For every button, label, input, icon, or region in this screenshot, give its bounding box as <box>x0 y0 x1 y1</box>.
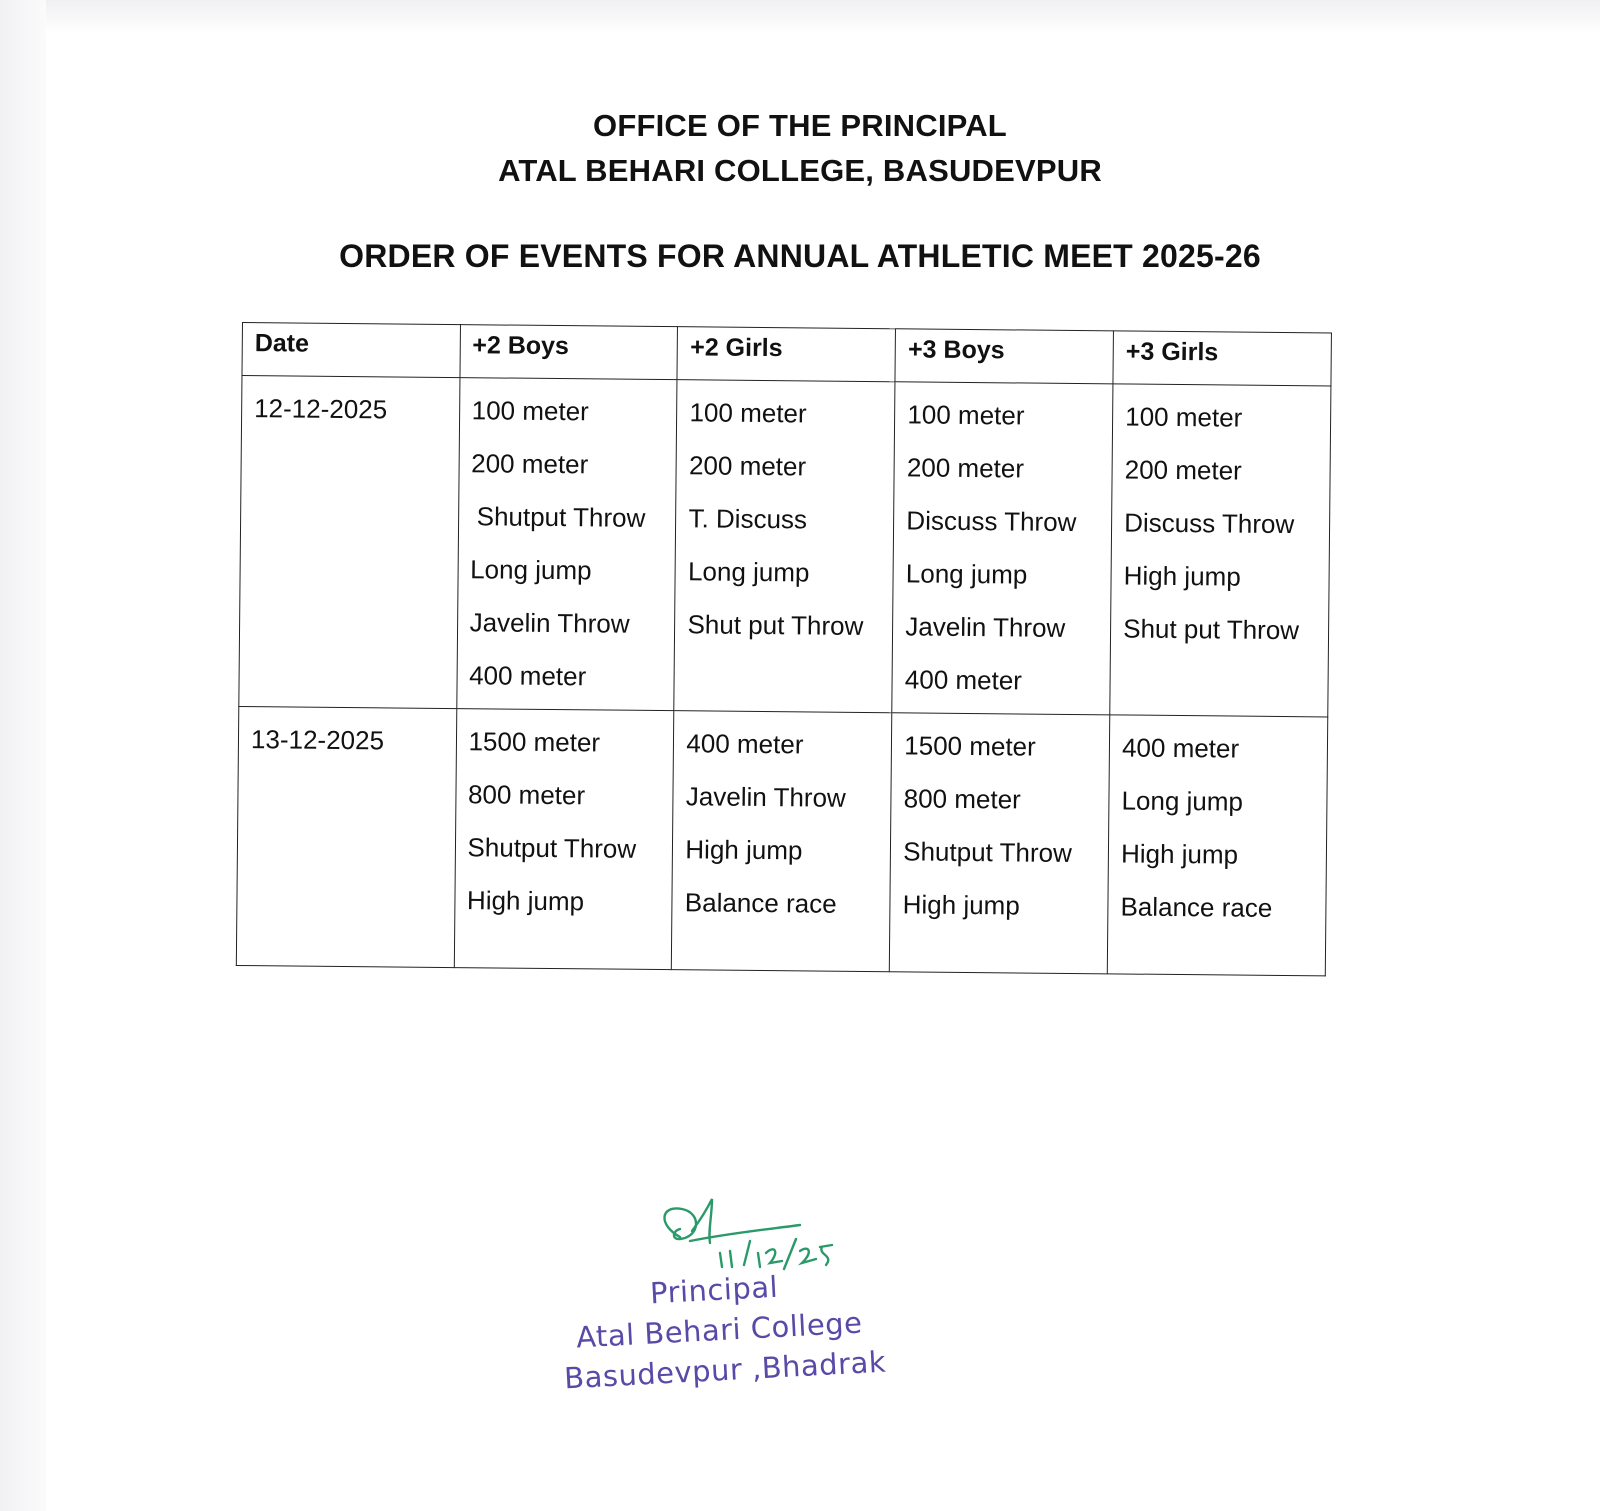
event-item: 400 meter <box>1121 732 1240 764</box>
event-item: T. Discuss <box>688 503 808 535</box>
event-item: Shut put Throw <box>687 609 864 641</box>
events-cell-plus3-girls <box>1110 384 1331 717</box>
event-item: 800 meter <box>467 779 586 811</box>
event-item: Javelin Throw <box>685 781 846 813</box>
column-header-date: Date <box>242 323 460 378</box>
event-item: 100 meter <box>471 395 589 427</box>
events-table <box>236 322 1332 976</box>
event-item: High jump <box>902 889 1020 921</box>
column-header-plus3-boys: +3 Boys <box>895 329 1113 384</box>
events-cell-plus2-girls <box>674 380 895 713</box>
event-item: High jump <box>685 834 803 866</box>
event-item: Javelin Throw <box>469 607 630 639</box>
event-item: Shutput Throw <box>476 501 646 533</box>
event-item: Discuss Throw <box>906 505 1077 538</box>
event-item: 100 meter <box>907 399 1025 431</box>
event-item: Balance race <box>684 887 837 919</box>
event-item: Shutput Throw <box>467 832 637 864</box>
event-item: 400 meter <box>469 660 587 692</box>
event-item: 1500 meter <box>904 730 1036 762</box>
principal-stamp <box>560 1195 900 1435</box>
event-item: Balance race <box>1120 891 1273 923</box>
scan-edge-left <box>0 0 46 1511</box>
events-cell-plus3-boys <box>890 713 1110 974</box>
event-item: Shut put Throw <box>1123 613 1300 646</box>
events-cell-plus3-boys <box>892 382 1113 715</box>
event-item: Long jump <box>1121 785 1244 817</box>
date-value: 12-12-2025 <box>254 393 388 425</box>
scan-edge-top <box>0 0 1600 34</box>
event-item: 200 meter <box>688 450 807 482</box>
event-item: High jump <box>1123 560 1241 592</box>
events-cell-plus2-boys <box>456 378 677 711</box>
table-row <box>239 376 1331 717</box>
event-item: 800 meter <box>903 783 1021 815</box>
stamp-line-principal: Principal <box>649 1269 779 1311</box>
events-cell-plus2-girls <box>672 711 892 972</box>
event-item: High jump <box>466 885 585 917</box>
office-heading: OFFICE OF THE PRINCIPAL <box>593 108 1007 143</box>
event-item: Javelin Throw <box>905 611 1066 643</box>
event-item: 100 meter <box>1125 401 1243 433</box>
event-item: Long jump <box>905 558 1028 590</box>
event-item: 200 meter <box>906 452 1025 484</box>
event-item: High jump <box>1120 838 1239 870</box>
event-item: Long jump <box>687 556 810 588</box>
event-item: Long jump <box>470 554 592 586</box>
events-cell-plus3-girls <box>1107 715 1327 976</box>
date-cell <box>236 706 456 967</box>
document-title: ORDER OF EVENTS FOR ANNUAL ATHLETIC MEET 2025-26 <box>339 238 1261 274</box>
event-item: Discuss Throw <box>1124 507 1295 540</box>
date-value: 13-12-2025 <box>250 724 385 756</box>
events-cell-plus2-boys <box>454 709 674 970</box>
column-header-plus3-girls: +3 Girls <box>1113 331 1331 386</box>
event-item: 1500 meter <box>468 726 601 758</box>
event-item: 100 meter <box>689 397 807 429</box>
column-header-plus2-boys: +2 Boys <box>460 325 678 380</box>
table-row <box>236 706 1327 975</box>
stamp-line-location: Basudevpur ,Bhadrak <box>563 1344 887 1396</box>
event-item: 400 meter <box>686 728 804 760</box>
column-header-plus2-girls: +2 Girls <box>677 327 895 382</box>
event-item: 200 meter <box>1124 454 1242 486</box>
date-cell <box>239 376 460 709</box>
event-item: Shutput Throw <box>903 836 1072 868</box>
college-heading: ATAL BEHARI COLLEGE, BASUDEVPUR <box>498 153 1102 188</box>
stamp-line-college: Atal Behari College <box>575 1305 864 1355</box>
event-item: 400 meter <box>904 664 1023 696</box>
event-item: 200 meter <box>471 448 589 480</box>
